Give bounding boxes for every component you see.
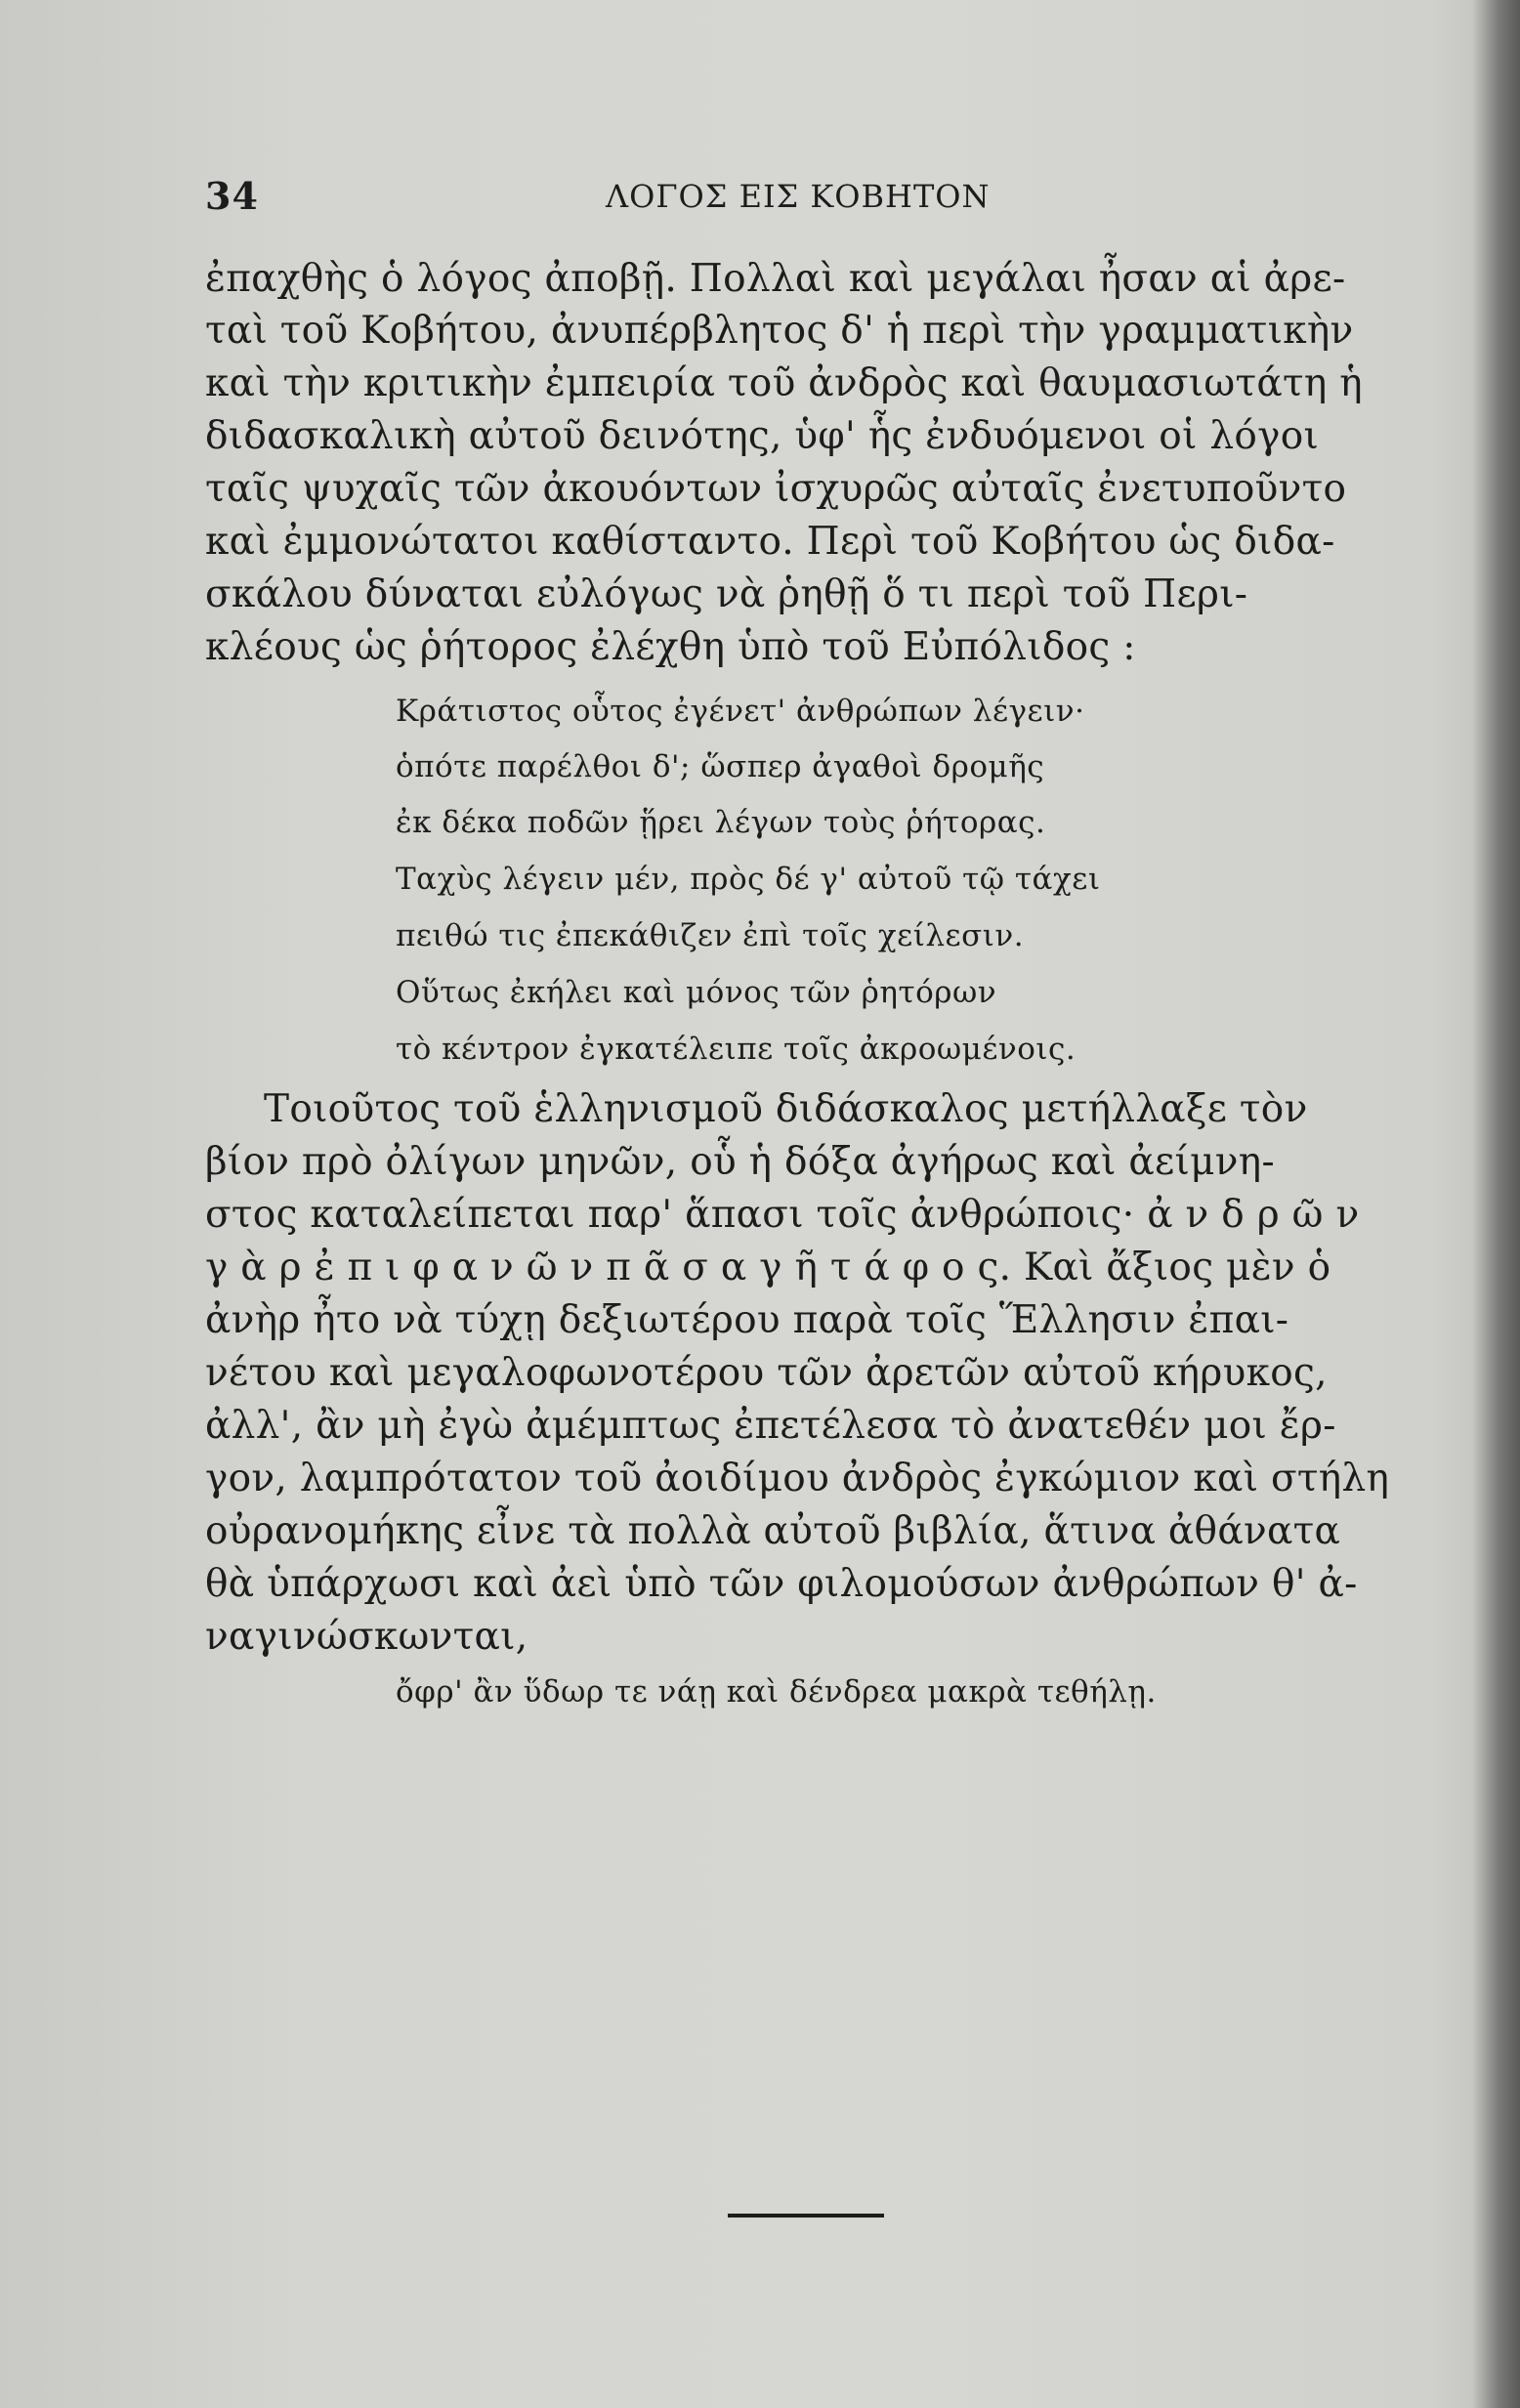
prose-line: γον, λαμπρότατον τοῦ ἀοιδίμου ἀνδρὸς ἐγκώμιον καὶ στήλη [205, 1457, 1390, 1500]
prose-line: ἐπαχθὴς ὁ λόγος ἀποβῇ. Πολλαὶ καὶ μεγάλαι ἦσαν αἱ ἀρε- [205, 257, 1346, 301]
prose-line: γ ὰ ρ ἐ π ι φ α ν ῶ ν π ᾶ σ α γ ῆ τ ά φ ο ς. Καὶ ἄξιος μὲν ὁ [205, 1246, 1331, 1289]
running-title: ΛΟΓΟΣ ΕΙΣ ΚΟΒΗΤΟΝ [606, 178, 991, 215]
verse-line: Κράτιστος οὗτος ἐγένετ' ἀνθρώπων λέγειν· [396, 694, 1085, 729]
page-binding-edge [1473, 0, 1520, 2408]
prose-line: καὶ τὴν κριτικὴν ἐμπειρία τοῦ ἀνδρὸς καὶ θαυμασιωτάτη ἡ [205, 361, 1363, 405]
verse-line: Οὕτως ἐκήλει καὶ μόνος τῶν ῥητόρων [396, 975, 997, 1010]
page-header [205, 174, 1416, 223]
prose-line: ναγινώσκωνται, [205, 1615, 528, 1659]
verse-line: ἐκ δέκα ποδῶν ᾕρει λέγων τοὺς ῥήτορας. [396, 805, 1046, 840]
end-rule-divider [728, 2214, 884, 2218]
prose-line: κλέους ὡς ῥήτορος ἐλέχθη ὑπὸ τοῦ Εὐπόλιδος : [205, 625, 1136, 669]
prose-line: ταῖς ψυχαῖς τῶν ἀκουόντων ἰσχυρῶς αὐταῖς ἐνετυποῦντο [205, 467, 1347, 511]
verse-line: Ταχὺς λέγειν μέν, πρὸς δέ γ' αὐτοῦ τῷ τάχει [396, 862, 1101, 897]
prose-line: σκάλου δύναται εὐλόγως νὰ ῥηθῇ ὅ τι περὶ τοῦ Περι- [205, 572, 1248, 616]
prose-line: καὶ ἐμμονώτατοι καθίσταντο. Περὶ τοῦ Κοβήτου ὡς διδα- [205, 520, 1335, 564]
prose-line: ἀνὴρ ἦτο νὰ τύχῃ δεξιωτέρου παρὰ τοῖς Ἕλλησιν ἐπαι- [205, 1298, 1289, 1342]
prose-line: διδασκαλικὴ αὐτοῦ δεινότης, ὑφ' ἧς ἐνδυόμενοι οἱ λόγοι [205, 414, 1320, 458]
prose-line: νέτου καὶ μεγαλοφωνοτέρου τῶν ἀρετῶν αὐτοῦ κήρυκος, [205, 1351, 1328, 1395]
prose-line: στος καταλείπεται παρ' ἅπασι τοῖς ἀνθρώποις· ἀ ν δ ρ ῶ ν [205, 1193, 1360, 1237]
verse-line: τὸ κέντρον ἐγκατέλειπε τοῖς ἀκροωμένοις. [396, 1032, 1077, 1067]
verse-line: ὁπότε παρέλθοι δ'; ὥσπερ ἀγαθοὶ δρομῆς [396, 749, 1045, 784]
prose-line: ταὶ τοῦ Κοβήτου, ἀνυπέρβλητος δ' ἡ περὶ τὴν γραμματικὴν [205, 309, 1354, 353]
prose-line: θὰ ὑπάρχωσι καὶ ἀεὶ ὑπὸ τῶν φιλομούσων ἀνθρώπων θ' ἀ- [205, 1562, 1358, 1606]
prose-line: οὐρανομήκης εἶνε τὰ πολλὰ αὐτοῦ βιβλία, ἅτινα ἀθάνατα [205, 1509, 1341, 1553]
page-number: 34 [205, 174, 259, 218]
verse-line: πειθώ τις ἐπεκάθιζεν ἐπὶ τοῖς χείλεσιν. [396, 918, 1025, 953]
prose-line: βίον πρὸ ὀλίγων μηνῶν, οὗ ἡ δόξα ἀγήρως καὶ ἀείμνη- [205, 1140, 1275, 1184]
prose-line: ἀλλ', ἂν μὴ ἐγὼ ἀμέμπτως ἐπετέλεσα τὸ ἀνατεθέν μοι ἔρ- [205, 1404, 1336, 1448]
prose-line: Τοιοῦτος τοῦ ἑλληνισμοῦ διδάσκαλος μετήλλαξε τὸν [264, 1087, 1308, 1131]
verse-line: ὄφρ' ἂν ὕδωρ τε νάῃ καὶ δένδρεα μακρὰ τεθήλῃ. [396, 1674, 1157, 1710]
